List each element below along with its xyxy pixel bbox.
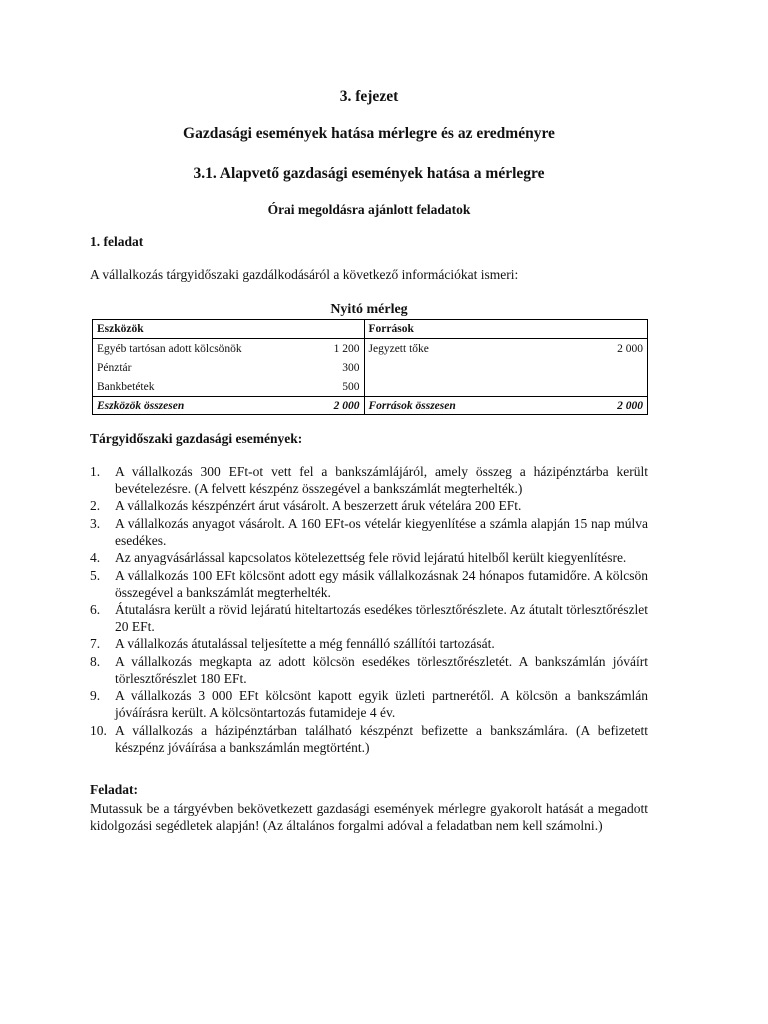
list-item	[90, 653, 648, 687]
list-item	[90, 515, 648, 549]
asset-label: Bankbetétek	[97, 380, 155, 393]
task-heading: 1. feladat	[90, 234, 144, 249]
table-total-row	[93, 397, 648, 415]
events-heading: Tárgyidőszaki gazdasági események:	[90, 431, 303, 446]
liability-value	[578, 377, 648, 397]
list-item	[90, 601, 648, 635]
item-number: 5.	[90, 567, 101, 583]
list-item	[90, 463, 648, 497]
events-list	[90, 463, 648, 756]
section-subtitle: Órai megoldásra ajánlott feladatok	[267, 202, 471, 217]
item-number: 10.	[90, 722, 107, 738]
liabilities-total-label: Források összesen	[364, 397, 578, 415]
item-text: Átutalásra került a rövid lejáratú hiteltartozás esedékes törlesztőrészlete. Az átutalt törlesztőrészlet 20 EFt.	[115, 601, 648, 634]
liability-value	[578, 358, 648, 377]
list-item	[90, 687, 648, 721]
asset-value: 1 200	[294, 339, 364, 359]
item-number: 2.	[90, 498, 101, 514]
item-number: 4.	[90, 550, 101, 566]
item-number: 7.	[90, 636, 101, 652]
table-row	[93, 377, 648, 397]
item-text: A vállalkozás 3 000 EFt kölcsönt kapott egyik üzleti partnerétől. A kölcsön a bankszámlán jóváírásra került. A kölcsöntartozás futamideje 4 év.	[115, 688, 648, 721]
item-text: A vállalkozás 100 EFt kölcsönt adott egy másik vállalkozásnak 24 hónapos futamidőre. A kölcsön összegével a bankszámlát megterhelték.	[115, 567, 648, 600]
balance-sheet-title: Nyitó mérleg	[330, 302, 408, 317]
asset-value: 500	[294, 377, 364, 397]
item-number: 1.	[90, 464, 101, 479]
liability-label: Jegyzett tőke	[368, 342, 429, 355]
assets-total-label: Eszközök összesen	[93, 397, 295, 415]
asset-label: Egyéb tartósan adott kölcsönök	[97, 342, 242, 355]
chapter-title: Gazdasági események hatása mérlegre és az eredményre	[183, 125, 555, 142]
feladat-paragraph: Mutassuk be a tárgyévben bekövetkezett gazdasági események mérlegre gyakorolt hatását a megadott kidolgozási segédletek alapján! (Az általános forgalmi adóval a feladatban nem kell számolni.)	[90, 801, 648, 833]
liability-label	[364, 377, 578, 397]
item-text: A vállalkozás átutalással teljesítette a még fennálló szállítói tartozását.	[115, 636, 495, 652]
list-item	[90, 635, 648, 652]
opening-balance-table	[92, 319, 648, 415]
intro-paragraph: A vállalkozás tárgyidőszaki gazdálkodásáról a következő információkat ismeri:	[90, 267, 519, 282]
table-row	[93, 339, 648, 359]
table-row	[93, 358, 648, 377]
item-text: Az anyagvásárlással kapcsolatos kötelezettség fele rövid lejáratú hitelből került kiegyenlítésre.	[115, 550, 627, 566]
item-text: A vállalkozás megkapta az adott kölcsön esedékes törlesztőrészletét. A bankszámlán jóváírt törlesztőrészlet 180 EFt.	[115, 653, 648, 686]
section-title: 3.1. Alapvető gazdasági események hatása a mérlegre	[193, 165, 545, 182]
item-text: A vállalkozás készpénzért árut vásárolt. A beszerzett áruk vételára 200 EFt.	[115, 498, 522, 514]
list-item	[90, 722, 648, 756]
list-item	[90, 497, 648, 514]
table-header-row	[93, 320, 648, 339]
assets-total-value: 2 000	[294, 397, 364, 415]
item-text: A vállalkozás a házipénztárban található készpénzt befizette a bankszámlára. (A befizetett készpénz jóváírása a bankszámlán megtörtént.)	[115, 722, 648, 755]
list-item	[90, 549, 648, 566]
item-number: 9.	[90, 688, 101, 704]
item-number: 6.	[90, 601, 101, 617]
liability-value: 2 000	[617, 342, 643, 355]
item-text: A vállalkozás anyagot vásárolt. A 160 EFt-os vételár kiegyenlítése a számla alapján 15 nap múlva esedékes.	[115, 515, 648, 548]
chapter-heading: 3. fejezet	[339, 88, 399, 105]
item-number: 8.	[90, 653, 101, 669]
feladat-heading: Feladat:	[90, 782, 138, 797]
item-number: 3.	[90, 515, 101, 531]
asset-value: 300	[294, 358, 364, 377]
assets-header: Eszközök	[93, 320, 295, 339]
liabilities-header: Források	[364, 320, 578, 339]
list-item	[90, 567, 648, 601]
item-text: A vállalkozás 300 EFt-ot vett fel a bankszámlájáról, amely összeg a házipénztárba került bevételezésre. (A felvett készpénz összegével a bankszámlát megterhelték.)	[115, 464, 648, 496]
liability-label	[364, 358, 578, 377]
asset-label: Pénztár	[97, 361, 132, 374]
liabilities-total-value: 2 000	[578, 397, 648, 415]
